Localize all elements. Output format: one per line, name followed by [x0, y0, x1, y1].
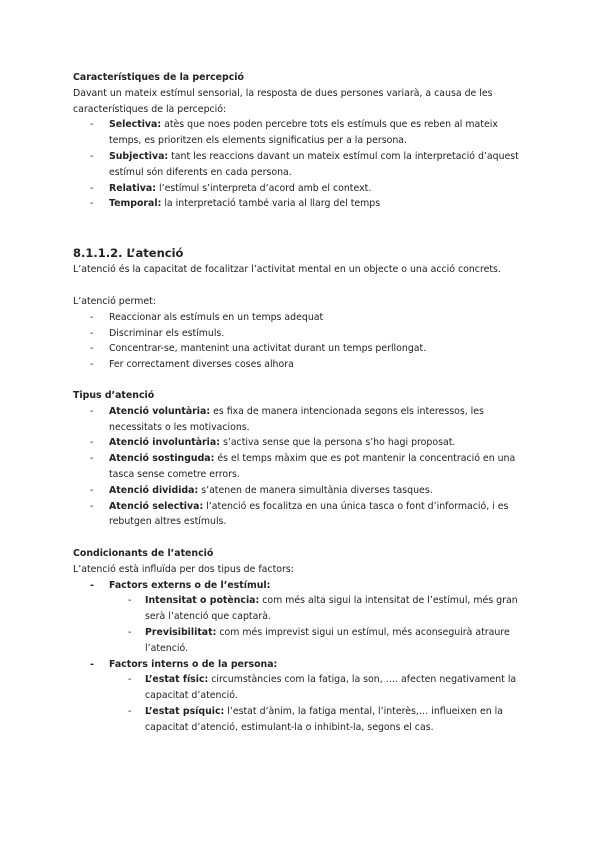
- list-item: - Atenció sostinguda: és el temps màxim que es pot mantenir la concentració en una tasca sense cometre errors.: [90, 453, 516, 480]
- conditioning-list: [73, 578, 533, 736]
- attention-definition: L’atenció és la capacitat de focalitzar l’activitat mental en un objecte o una acció concrets.: [73, 263, 501, 275]
- list-item: - Factors externs o de l’estímul:: [90, 579, 271, 591]
- conditioning-section: [73, 546, 533, 736]
- list-item: - Reaccionar als estímuls en un temps adequat: [90, 311, 324, 323]
- list-item: - Atenció voluntària: es fixa de manera intencionada segons els interessos, les necessitats o les motivacions.: [90, 405, 484, 433]
- external-factors-title: Factors externs o de l’estímul:: [109, 579, 271, 591]
- item-term: Relativa:: [109, 182, 156, 194]
- list-item: - Previsibilitat: com més imprevist sigui un estímul, més aconseguirà atraure l’atenció.: [128, 626, 510, 654]
- attention-section: [73, 246, 533, 278]
- list-item: - Atenció dividida: s’atenen de manera simultània diverses tasques.: [90, 484, 433, 496]
- list-item: - Fer correctament diverses coses alhora: [90, 359, 294, 371]
- list-item: - L’estat psíquic: l’estat d’ànim, la fatiga mental, l’interès,… influeixen en la capacitat d’atenció, estimulant-la o inhibint-la, segons el cas.: [128, 705, 504, 733]
- item-text: l’estímul s’interpreta d’acord amb el context.: [156, 182, 372, 194]
- attention-title: 8.1.1.2. L’atenció: [73, 246, 184, 260]
- list-item: - Subjectiva: tant les reaccions davant un mateix estímul com la interpretació d’aquest estímul són diferents en cada persona.: [90, 150, 519, 178]
- list-item: - Temporal: la interpretació també varia al llarg del temps: [90, 198, 381, 210]
- list-item: - Selectiva: atès que noes poden percebre tots els estímuls que es reben al mateix temps, es prioritzen els elements significatius per a la persona.: [90, 119, 498, 147]
- conditioning-intro: L’atenció està influïda per dos tipus de factors:: [73, 563, 294, 575]
- perception-intro: Davant un mateix estímul sensorial, la resposta de dues persones variarà, a causa de les característiques de la percepció:: [73, 87, 493, 115]
- attention-permits-section: [73, 294, 533, 373]
- list-item: - Factors interns o de la persona:: [90, 658, 278, 670]
- list-item: - Concentrar-se, mantenint una activitat durant un temps perllongat.: [90, 343, 427, 355]
- attention-permits-list: [73, 310, 533, 373]
- internal-factors-title: Factors interns o de la persona:: [109, 658, 278, 670]
- perception-section: [73, 70, 533, 212]
- list-item: - Discriminar els estímuls.: [90, 327, 225, 339]
- attention-permits-intro: L’atenció permet:: [73, 296, 156, 307]
- item-text: atès que noes poden percebre tots els estímuls que es reben al mateix temps, es prioritzen els elements significatius per a la persona.: [109, 119, 498, 147]
- list-item: - Atenció involuntària: s’activa sense que la persona s’ho hagi proposat.: [90, 437, 456, 449]
- perception-list: [73, 117, 533, 212]
- item-text: tant les reaccions davant un mateix estímul com la interpretació d’aquest estímul són diferents en cada persona.: [109, 150, 519, 178]
- types-section: [73, 388, 533, 530]
- list-item: - L’estat físic: circumstàncies com la fatiga, la son, …. afecten negativament la capacitat d’atenció.: [128, 674, 517, 702]
- item-term: Selectiva:: [109, 119, 162, 131]
- item-text: la interpretació també varia al llarg del temps: [161, 198, 381, 210]
- conditioning-title: Condicionants de l’atenció: [73, 548, 214, 559]
- types-list: [73, 404, 533, 530]
- item-term: Subjectiva:: [109, 150, 169, 162]
- item-term: Temporal:: [109, 198, 162, 210]
- list-item: - Relativa: l’estímul s’interpreta d’acord amb el context.: [90, 182, 372, 194]
- types-title: Tipus d’atenció: [73, 390, 155, 401]
- list-item: - Intensitat o potència: com més alta sigui la intensitat de l’estímul, més gran serà l’atenció que captarà.: [128, 595, 518, 623]
- perception-title: Característiques de la percepció: [73, 72, 244, 83]
- list-item: - Atenció selectiva: l’atenció es focalitza en una única tasca o font d’informació, i es rebutgen altres estímuls.: [90, 500, 509, 528]
